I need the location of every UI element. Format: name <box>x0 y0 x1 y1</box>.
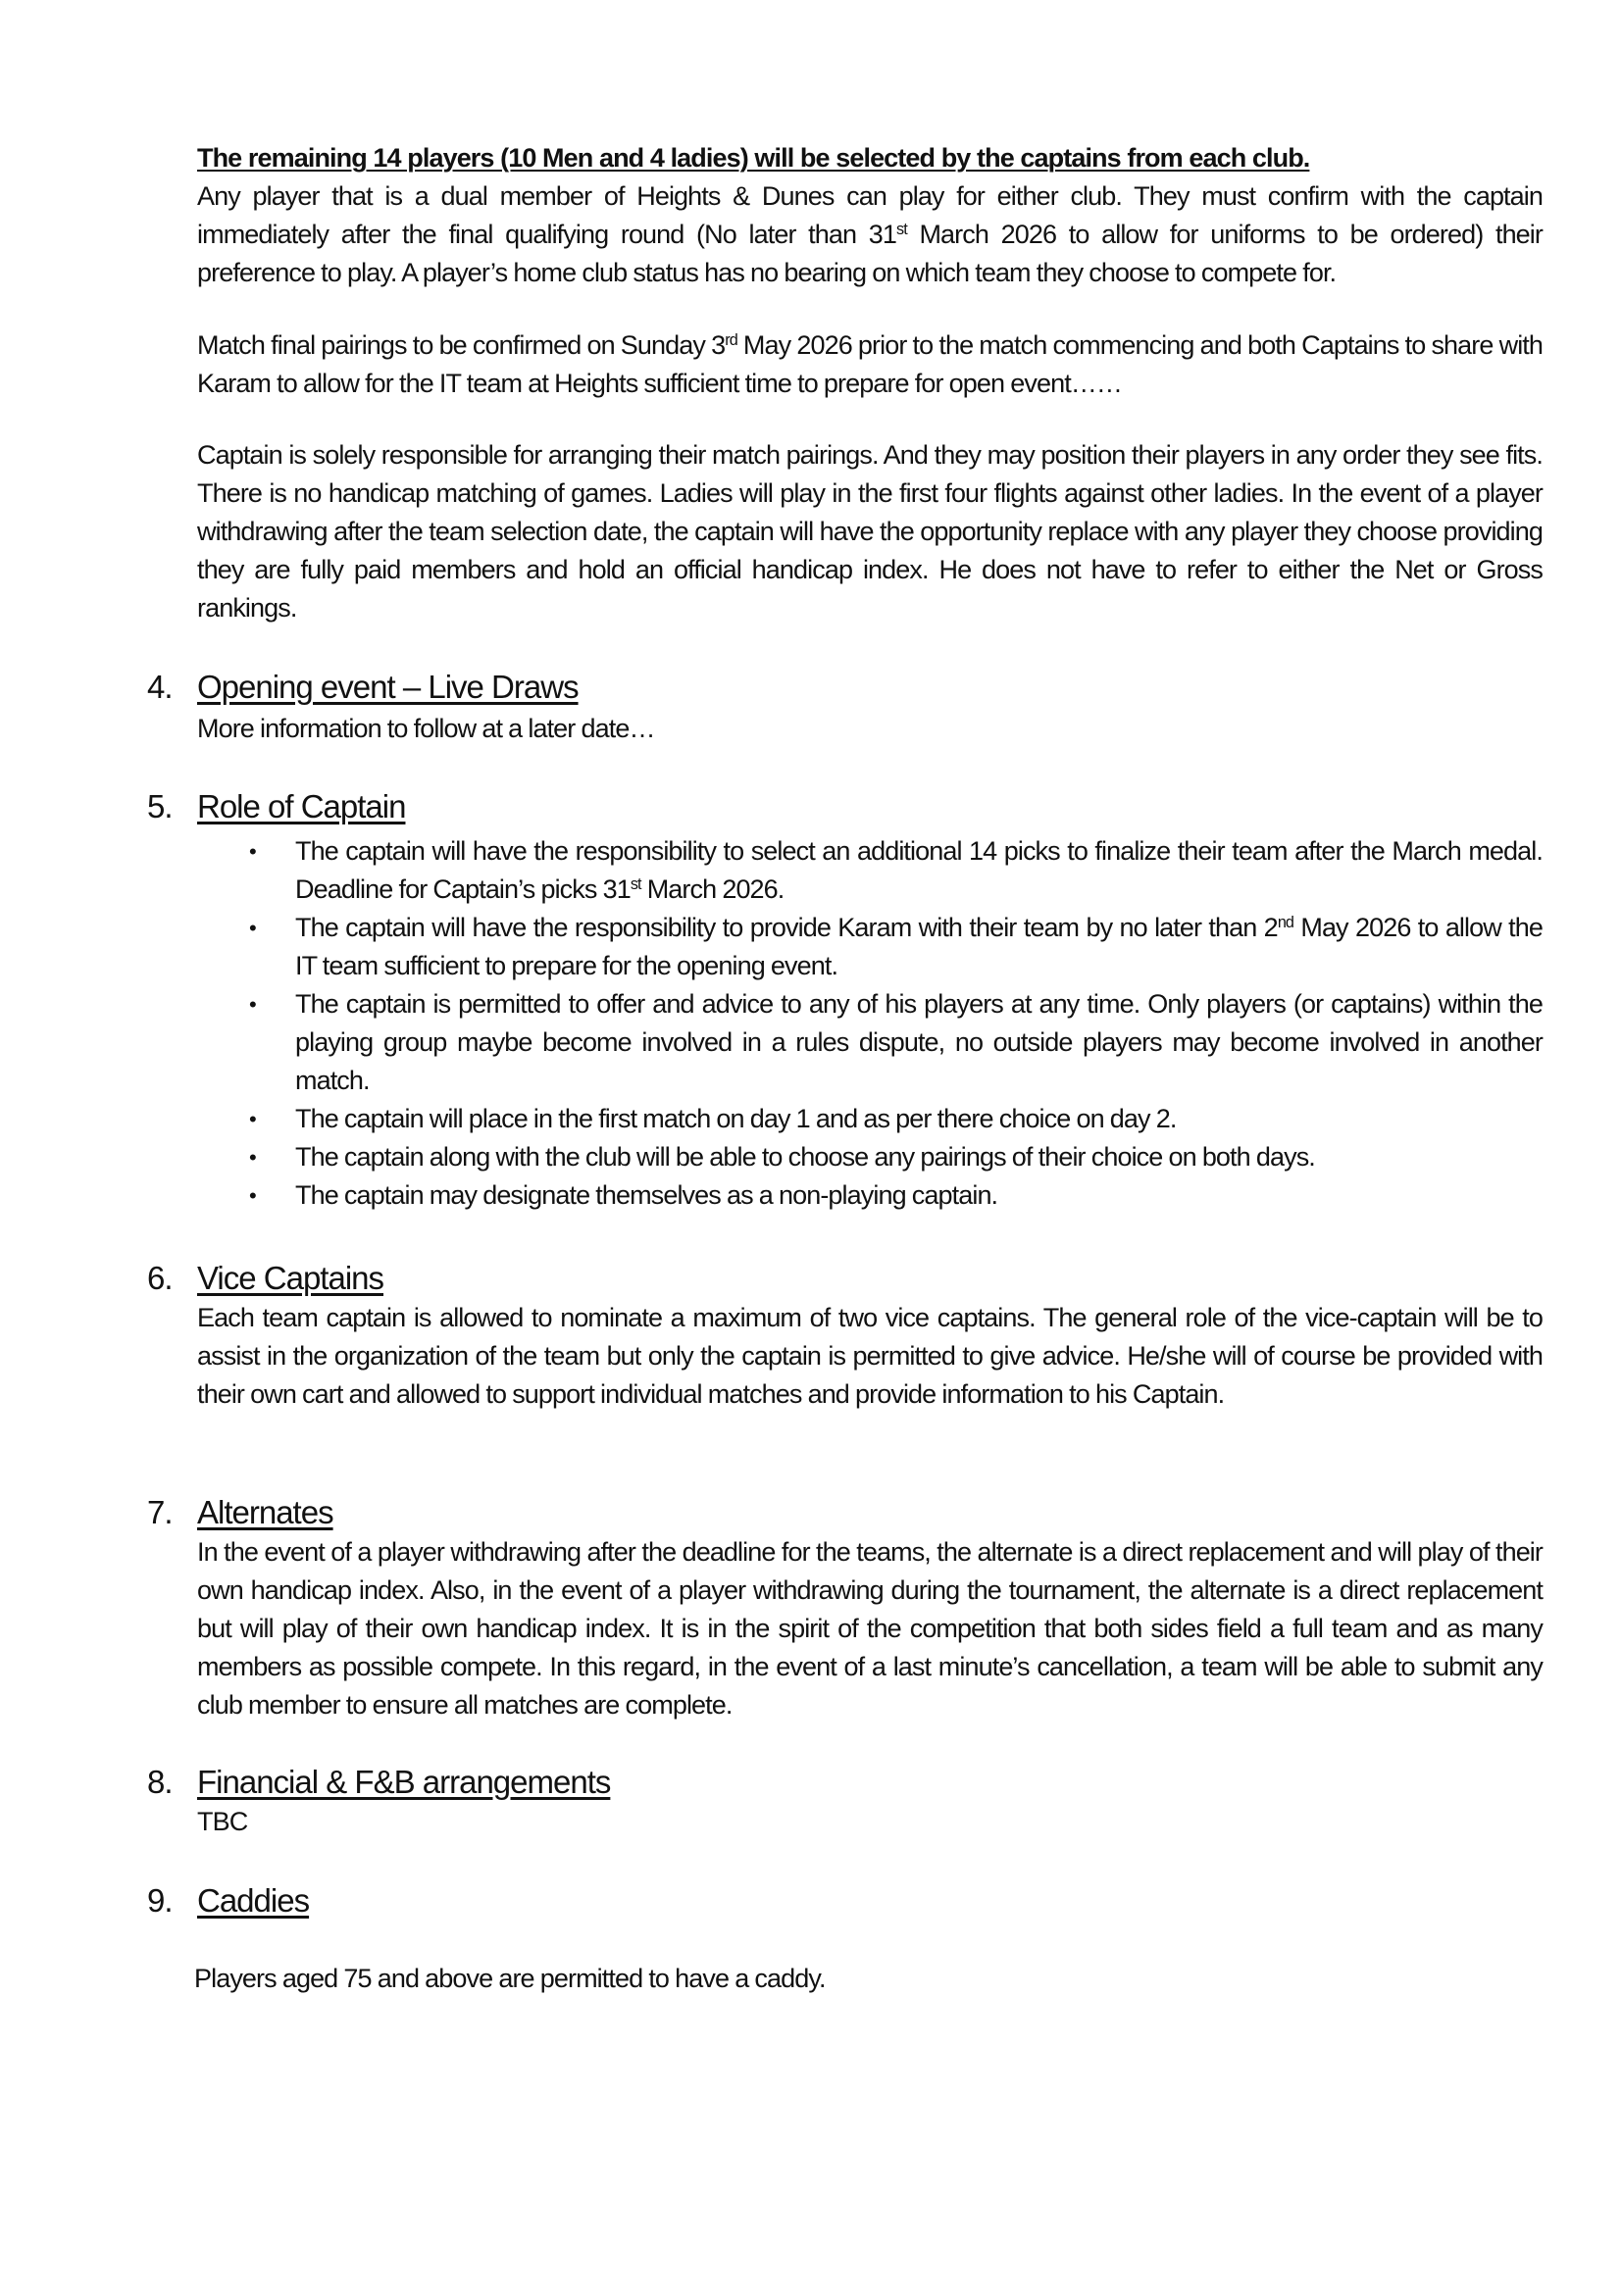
section-heading-opening-event: 4. Opening event – Live Draws <box>147 669 579 705</box>
list-item: • The captain may designate themselves as a non-playing captain. <box>197 1176 1543 1215</box>
section-heading-alternates: 7. Alternates <box>147 1494 333 1530</box>
section-body-financial: TBC <box>197 1807 248 1836</box>
list-item: • The captain will have the responsibility to select an additional 14 picks to finalize their team after the March medal. Deadline for Captain’s picks 31st March 2026. <box>197 832 1543 909</box>
role-of-captain-list <box>197 832 1543 1215</box>
list-item: • The captain is permitted to offer and advice to any of his players at any time. Only players (or captains) within the playing group maybe become involved in a rules dispute, no outside players may become involved in another match. <box>197 985 1543 1100</box>
bullet-icon: • <box>249 1183 256 1208</box>
section-heading-caddies: 9. Caddies <box>147 1882 310 1919</box>
bullet-icon: • <box>249 992 256 1017</box>
bullet-icon: • <box>249 1107 256 1131</box>
bullet-icon: • <box>249 1145 256 1170</box>
section-body-caddies: Players aged 75 and above are permitted to have a caddy. <box>194 1964 826 1993</box>
list-item: • The captain will place in the first match on day 1 and as per there choice on day 2. <box>197 1100 1543 1138</box>
dual-member-paragraph: Any player that is a dual member of Heights & Dunes can play for either club. They must confirm with the captain immediately after the final qualifying round (No later than 31st March 2026 to allow for uniforms to be ordered) their preference to play. A player’s home club status has no bearing on which team they choose to compete for. <box>197 181 1543 287</box>
bullet-icon: • <box>249 916 256 940</box>
selection-statement: The remaining 14 players (10 Men and 4 ladies) will be selected by the captains from each club. <box>197 143 1310 173</box>
section-heading-vice-captains: 6. Vice Captains <box>147 1260 384 1296</box>
bullet-icon: • <box>249 839 256 864</box>
pairings-paragraph: Match final pairings to be confirmed on Sunday 3rd May 2026 prior to the match commencing and both Captains to share with Karam to allow for the IT team at Heights sufficient time to prepare for open event…… <box>197 330 1544 398</box>
list-item: • The captain will have the responsibility to provide Karam with their team by no later than 2nd May 2026 to allow the IT team sufficient to prepare for the opening event. <box>197 909 1543 985</box>
list-item: • The captain along with the club will be able to choose any pairings of their choice on both days. <box>197 1138 1543 1176</box>
section-heading-role-of-captain: 5. Role of Captain <box>147 788 406 824</box>
section-body-vice-captains: Each team captain is allowed to nominate a maximum of two vice captains. The general role of the vice-captain will be to assist in the organization of the team but only the captain is permitted to give advice. He/she will of course be provided with their own cart and allowed to support individual matches and provide information to his Captain. <box>197 1303 1543 1409</box>
section-body-opening-event: More information to follow at a later date… <box>197 714 655 743</box>
intro-section <box>197 139 1543 292</box>
section-heading-financial: 8. Financial & F&B arrangements <box>147 1764 611 1800</box>
captain-responsibility-paragraph: Captain is solely responsible for arranging their match pairings. And they may position their players in any order they see fits. There is no handicap matching of games. Ladies will play in the first four flights against other ladies. In the event of a player withdrawing after the team selection date, the captain will have the opportunity replace with any player they choose providing they are fully paid members and hold an official handicap index. He does not have to refer to either the Net or Gross rankings. <box>197 440 1543 623</box>
section-body-alternates: In the event of a player withdrawing after the deadline for the teams, the alternate is a direct replacement and will play of their own handicap index. Also, in the event of a player withdrawing during the tournament, the alternate is a direct replacement but will play of their own handicap index. It is in the spirit of the competition that both sides field a full team and as many members as possible compete. In this regard, in the event of a last minute’s cancellation, a team will be able to submit any club member to ensure all matches are complete. <box>197 1537 1543 1720</box>
